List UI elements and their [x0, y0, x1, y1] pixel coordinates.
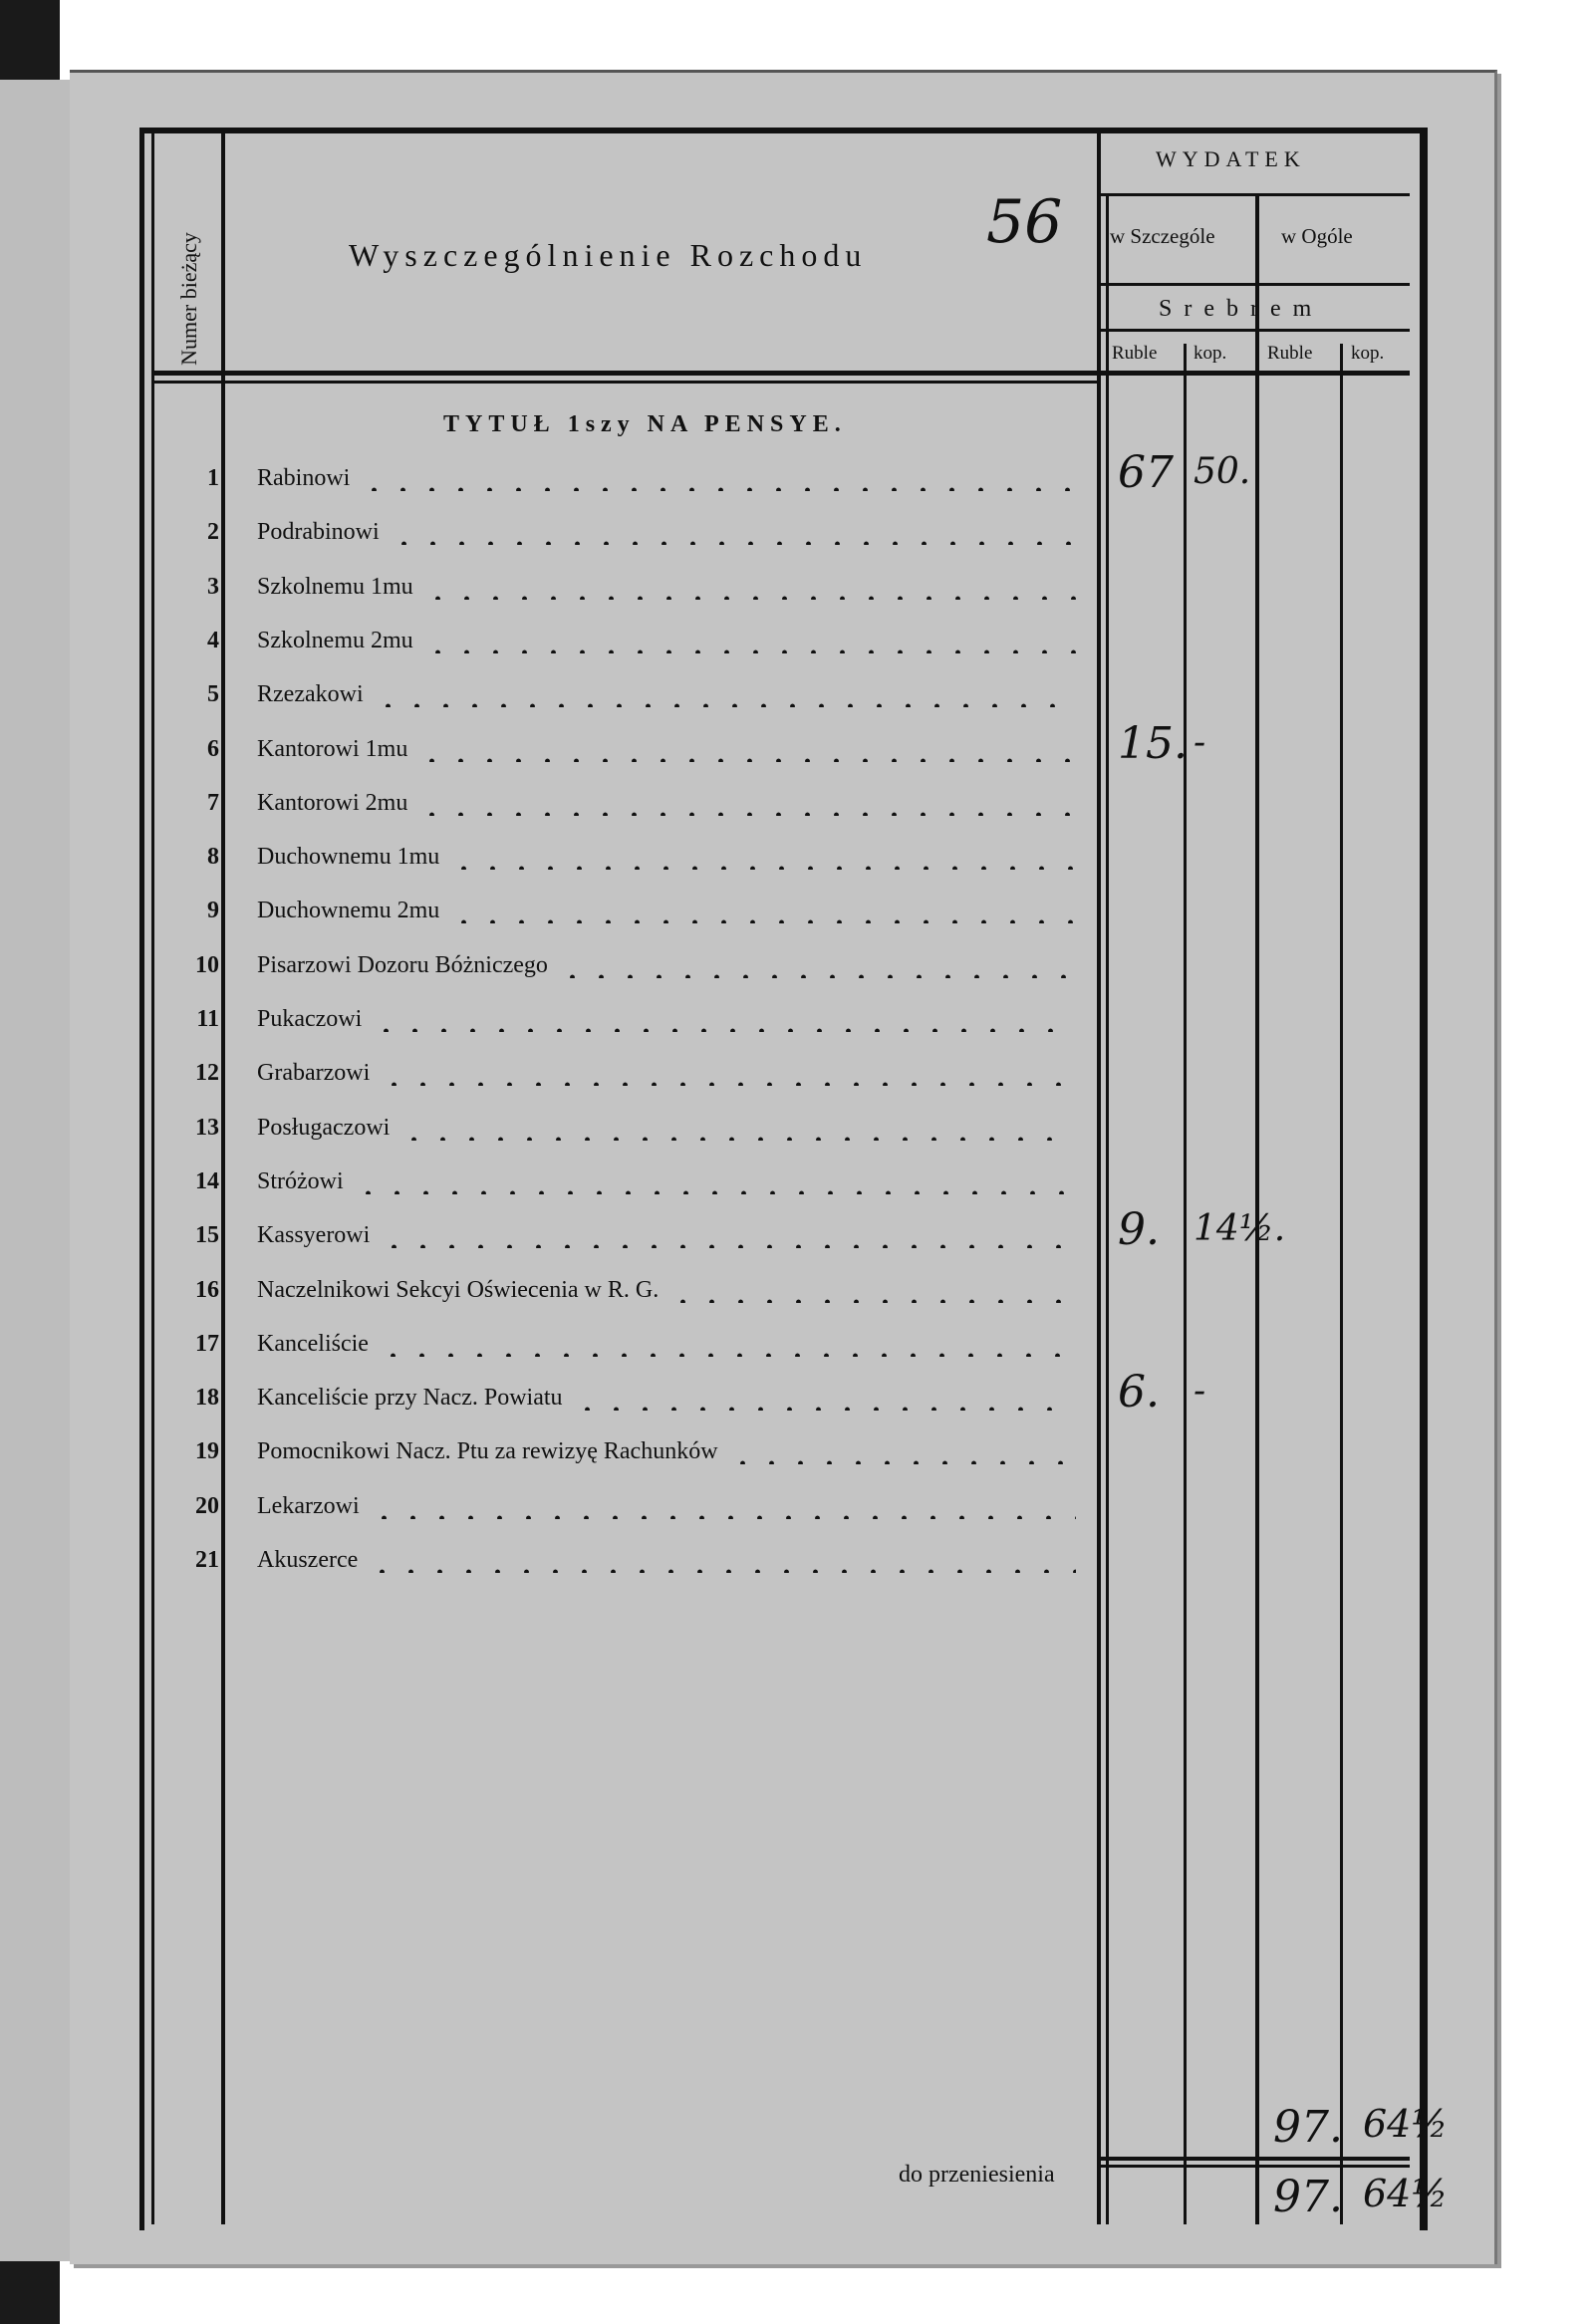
total-rubles-handwritten: 97.: [1273, 2102, 1343, 2153]
in-detail-header: w Szczególe: [1110, 224, 1215, 248]
carry-forward-label: do przeniesienia: [899, 2162, 1055, 2188]
row-number: 14: [195, 1168, 219, 1194]
row-label: Kassyerowi: [257, 1222, 371, 1248]
row-label: Stróżowi: [257, 1168, 344, 1194]
row-number: 7: [207, 790, 219, 816]
row-number: 21: [195, 1547, 219, 1573]
total-kop-header: kop.: [1351, 343, 1385, 364]
expense-left-rule-2: [1106, 195, 1109, 2224]
carry-forward-rubles-handwritten: 97.: [1273, 2172, 1343, 2222]
leader-dots: [380, 1244, 1076, 1248]
row-kop-handwritten: -: [1194, 1371, 1206, 1412]
section-title: TYTUŁ 1szy NA PENSYE.: [443, 411, 847, 437]
row-number: 17: [195, 1331, 219, 1357]
row-label: Duchownemu 1mu: [257, 844, 440, 870]
row-label: Grabarzowi: [257, 1060, 371, 1086]
detail-kop-rule: [1184, 344, 1187, 2224]
row-label: Rzezakowi: [257, 681, 364, 707]
row-kop-handwritten: -: [1194, 722, 1206, 763]
row-number: 9: [207, 898, 219, 923]
leader-dots: [668, 1299, 1076, 1303]
wydatek-underline: [1099, 193, 1410, 196]
previous-page-edge: [0, 80, 79, 2261]
row-number: 15: [195, 1222, 219, 1248]
num-column-left-rule: [151, 133, 154, 2224]
leader-dots: [399, 1137, 1076, 1141]
row-label: Podrabinowi: [257, 519, 380, 545]
total-rubles-header: Ruble: [1267, 343, 1313, 364]
row-rubles-handwritten: 6.: [1118, 1367, 1160, 1418]
in-total-header: w Ogóle: [1281, 224, 1353, 248]
row-label: Rabinowi: [257, 465, 351, 491]
total-rule: [1099, 2157, 1410, 2161]
leader-dots: [370, 1515, 1076, 1519]
leader-dots: [379, 1353, 1076, 1357]
leader-dots: [368, 1569, 1076, 1573]
row-number: 10: [195, 952, 219, 978]
total-kop-handwritten: 64½: [1363, 2102, 1449, 2146]
leader-dots: [390, 541, 1076, 545]
num-column-right-rule: [221, 133, 225, 2224]
leader-dots: [360, 487, 1076, 491]
row-label: Szkolnemu 2mu: [257, 628, 413, 653]
leader-dots: [558, 974, 1076, 978]
row-label: Pomocnikowi Nacz. Ptu za rewizyę Rachunków: [257, 1438, 718, 1464]
row-label: Kanceliście przy Nacz. Powiatu: [257, 1385, 563, 1411]
leader-dots: [573, 1407, 1076, 1411]
description-column-header: Wyszczególnienie Rozchodu: [349, 237, 868, 273]
row-label: Akuszerce: [257, 1547, 359, 1573]
leader-dots: [423, 649, 1076, 653]
row-kop-handwritten: 14½.: [1194, 1208, 1286, 1249]
row-label: Posługaczowi: [257, 1115, 391, 1141]
expense-left-rule: [1097, 133, 1101, 2224]
row-number: 20: [195, 1493, 219, 1519]
detail-kop-header: kop.: [1194, 343, 1227, 364]
row-number: 12: [195, 1060, 219, 1086]
row-number: 8: [207, 844, 219, 870]
currency-header: Srebrem: [1159, 296, 1324, 322]
row-label: Pisarzowi Dozoru Bóżniczego: [257, 952, 548, 978]
row-number: 13: [195, 1115, 219, 1141]
number-column-header: [159, 189, 219, 408]
row-number: 3: [207, 574, 219, 600]
expense-header: WYDATEK: [1156, 146, 1306, 171]
row-number: 5: [207, 681, 219, 707]
row-number: 1: [207, 465, 219, 491]
row-rubles-handwritten: 67: [1118, 447, 1174, 498]
row-label: Pukaczowi: [257, 1006, 363, 1032]
row-rubles-handwritten: 15.: [1118, 718, 1188, 769]
carry-forward-kop-handwritten: 64½: [1363, 2172, 1449, 2215]
leader-dots: [417, 812, 1076, 816]
leader-dots: [372, 1028, 1076, 1032]
row-number: 16: [195, 1277, 219, 1303]
page-number-handwritten: 56: [986, 187, 1063, 257]
row-number: 19: [195, 1438, 219, 1464]
row-number: 4: [207, 628, 219, 653]
leader-dots: [380, 1082, 1076, 1086]
header-bottom-rule: [151, 371, 1410, 376]
header-bottom-rule-2: [151, 381, 1101, 384]
detail-rubles-header: Ruble: [1112, 343, 1158, 364]
number-column-header-text: Numer bieżący: [176, 232, 201, 366]
total-rule-2: [1099, 2165, 1410, 2168]
leader-dots: [354, 1190, 1076, 1194]
leader-dots: [728, 1460, 1076, 1464]
row-number: 11: [196, 1006, 219, 1032]
leader-dots: [449, 919, 1076, 923]
row-label: Szkolnemu 1mu: [257, 574, 413, 600]
subheader-underline: [1099, 283, 1410, 286]
row-label: Kantorowi 1mu: [257, 736, 408, 762]
leader-dots: [374, 703, 1076, 707]
row-number: 18: [195, 1385, 219, 1411]
row-label: Duchownemu 2mu: [257, 898, 440, 923]
row-rubles-handwritten: 9.: [1118, 1204, 1160, 1255]
total-kop-rule: [1340, 344, 1343, 2224]
row-label: Lekarzowi: [257, 1493, 360, 1519]
row-number: 6: [207, 736, 219, 762]
leader-dots: [449, 866, 1076, 870]
row-label: Kantorowi 2mu: [257, 790, 408, 816]
row-number: 2: [207, 519, 219, 545]
leader-dots: [423, 596, 1076, 600]
leader-dots: [417, 758, 1076, 762]
row-label: Naczelnikowi Sekcyi Oświecenia w R. G.: [257, 1277, 660, 1303]
row-label: Kanceliście: [257, 1331, 369, 1357]
row-kop-handwritten: 50.: [1194, 451, 1251, 492]
srebrem-underline: [1099, 329, 1410, 332]
